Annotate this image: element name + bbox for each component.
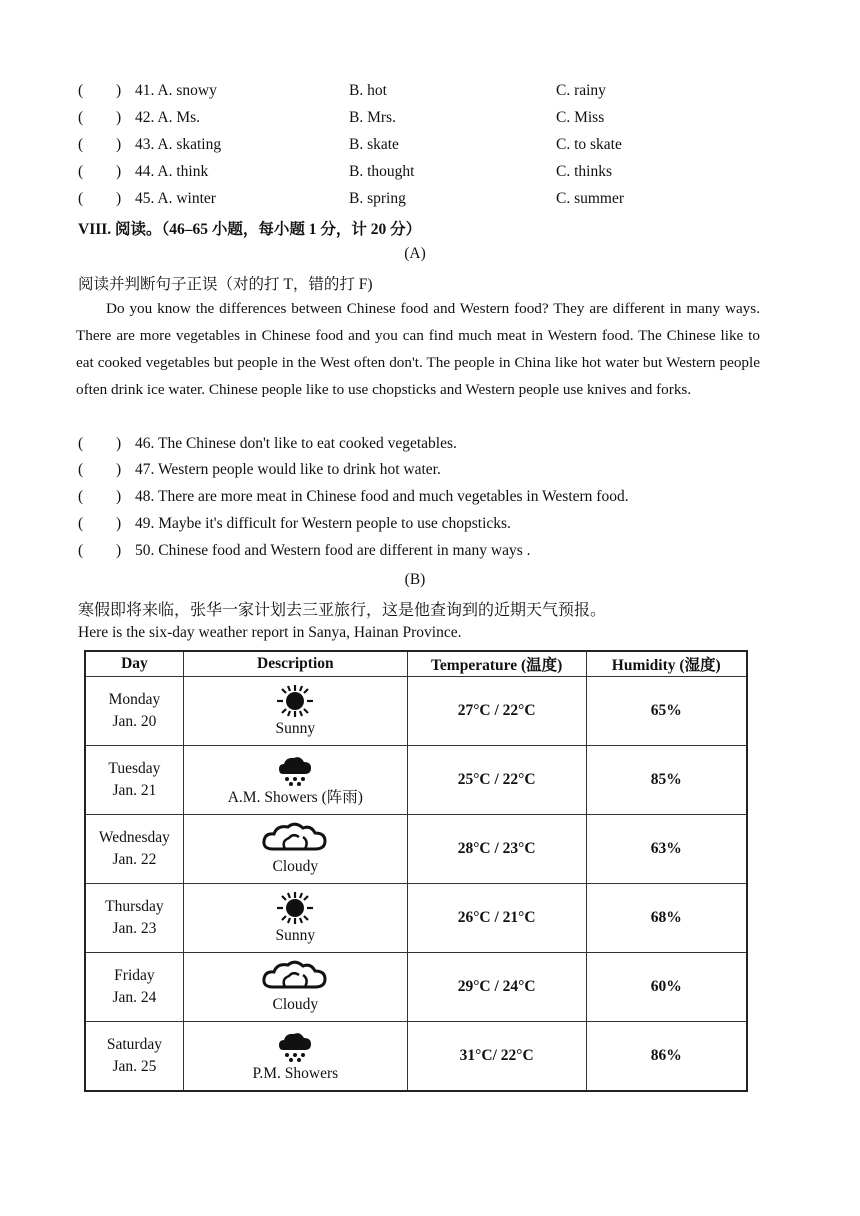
answer-paren-left: ( [78,542,84,559]
option-a: 42. A. Ms. [135,109,201,126]
option-c: C. summer [556,190,625,207]
table-header-row [85,651,747,677]
answer-paren-right: ) [116,190,122,207]
description-cell [183,1022,407,1092]
description-cell [183,815,407,884]
answer-paren-right: ) [116,461,122,478]
option-b: B. thought [349,163,415,180]
day-date: Jan. 21 [112,782,157,799]
description-cell [183,677,407,746]
answer-paren-right: ) [116,163,122,180]
humidity-value: 63% [650,840,682,857]
description-cell [183,746,407,815]
day-date: Jan. 20 [112,713,157,730]
humidity-cell [586,815,747,884]
temperature-value: 29°C / 24°C [457,978,536,995]
description-label: A.M. Showers (阵雨) [227,789,363,806]
temperature-cell [407,746,586,815]
description-label: Cloudy [272,996,319,1013]
table-row [85,953,747,1022]
reading-passage: Do you know the differences between Chinese food and Western food? They are different in many ways. There are more vegetables in Chinese food and you can find much meat in Western food. The Chinese like to eat cooked vegetables but people in the West often don't. The people in China like hot water but Western people often drink ice water. Chinese people like to use chopsticks and Western people use knives and forks. [76,300,760,398]
day-name: Saturday [106,1036,162,1053]
answer-paren-right: ) [116,515,122,532]
cloud-icon [259,959,331,995]
answer-paren-left: ( [78,435,84,452]
table-row [85,677,747,746]
answer-paren-right: ) [116,109,122,126]
option-c: C. rainy [556,82,606,99]
humidity-cell [586,884,747,953]
part-b-intro-cn: 寒假即将来临，张华一家计划去三亚旅行，这是他查询到的近期天气预报。 [78,602,607,619]
option-a: 43. A. skating [135,136,222,153]
day-name: Monday [108,691,161,708]
day-date: Jan. 23 [112,920,157,937]
humidity-value: 60% [650,978,682,995]
part-a-instruction: 阅读并判断句子正误（对的打 T，错的打 F) [78,276,373,293]
part-b-label: (B) [404,571,426,588]
description-cell [183,884,407,953]
day-cell [85,1022,183,1092]
answer-paren-right: ) [116,542,122,559]
option-c: C. to skate [556,136,622,153]
answer-paren-left: ( [78,82,84,99]
day-cell [85,677,183,746]
statement-text: 47. Western people would like to drink hot water. [135,461,441,478]
humidity-cell [586,746,747,815]
option-a: 44. A. think [135,163,209,180]
answer-paren-right: ) [116,136,122,153]
temperature-value: 27°C / 22°C [457,702,536,719]
statement-text: 48. There are more meat in Chinese food and much vegetables in Western food. [135,488,629,505]
humidity-value: 86% [650,1047,682,1064]
statement-text: 46. The Chinese don't like to eat cooked vegetables. [135,435,457,452]
answer-paren-left: ( [78,109,84,126]
day-name: Tuesday [108,760,161,777]
day-cell [85,884,183,953]
rain-cloud-icon [269,1028,321,1064]
cloud-icon [259,821,331,857]
table-row [85,746,747,815]
temperature-value: 31°C/ 22°C [459,1047,534,1064]
humidity-cell [586,1022,747,1092]
answer-paren-left: ( [78,190,84,207]
temperature-cell [407,884,586,953]
temperature-cell [407,953,586,1022]
answer-paren-right: ) [116,435,122,452]
table-row [85,815,747,884]
option-b: B. skate [349,136,399,153]
temperature-value: 26°C / 21°C [457,909,536,926]
answer-paren-left: ( [78,488,84,505]
rain-cloud-icon [269,752,321,788]
statement-text: 49. Maybe it's difficult for Western people to use chopsticks. [135,515,511,532]
answer-paren-left: ( [78,163,84,180]
option-b: B. Mrs. [349,109,396,126]
header-description: Description [183,651,407,677]
temperature-value: 25°C / 22°C [457,771,536,788]
header-day: Day [85,651,183,677]
description-cell [183,953,407,1022]
table-row [85,1022,747,1092]
answer-paren-right: ) [116,488,122,505]
statement-text: 50. Chinese food and Western food are different in many ways . [135,542,531,559]
temperature-cell [407,677,586,746]
description-label: Sunny [275,720,316,737]
header-temperature: Temperature (温度) [407,651,586,677]
humidity-cell [586,953,747,1022]
option-b: B. spring [349,190,406,207]
day-date: Jan. 24 [112,989,157,1006]
day-name: Thursday [105,898,164,915]
option-c: C. thinks [556,163,612,180]
option-c: C. Miss [556,109,605,126]
sun-icon [269,890,321,926]
option-b: B. hot [349,82,387,99]
temperature-cell [407,1022,586,1092]
day-cell [85,815,183,884]
description-label: Sunny [275,927,316,944]
day-cell [85,953,183,1022]
header-humidity: Humidity (湿度) [586,651,747,677]
description-label: P.M. Showers [252,1065,339,1082]
answer-paren-left: ( [78,515,84,532]
day-name: Friday [114,967,155,984]
part-a-label: (A) [404,245,426,262]
weather-table [84,650,748,1092]
day-date: Jan. 22 [112,851,157,868]
day-date: Jan. 25 [112,1058,157,1075]
answer-paren-left: ( [78,136,84,153]
table-row [85,884,747,953]
option-a: 41. A. snowy [135,82,217,99]
day-name: Wednesday [98,829,170,846]
part-b-intro-en: Here is the six-day weather report in Sanya, Hainan Province. [78,624,462,641]
temperature-value: 28°C / 23°C [457,840,536,857]
humidity-value: 85% [650,771,682,788]
description-label: Cloudy [272,858,319,875]
temperature-cell [407,815,586,884]
day-cell [85,746,183,815]
answer-paren-right: ) [116,82,122,99]
sun-icon [269,683,321,719]
option-a: 45. A. winter [135,190,216,207]
humidity-value: 65% [650,702,682,719]
humidity-cell [586,677,747,746]
humidity-value: 68% [650,909,682,926]
section-title: VIII. 阅读。（46–65 小题，每小题 1 分，计 20 分） [78,221,422,238]
answer-paren-left: ( [78,461,84,478]
